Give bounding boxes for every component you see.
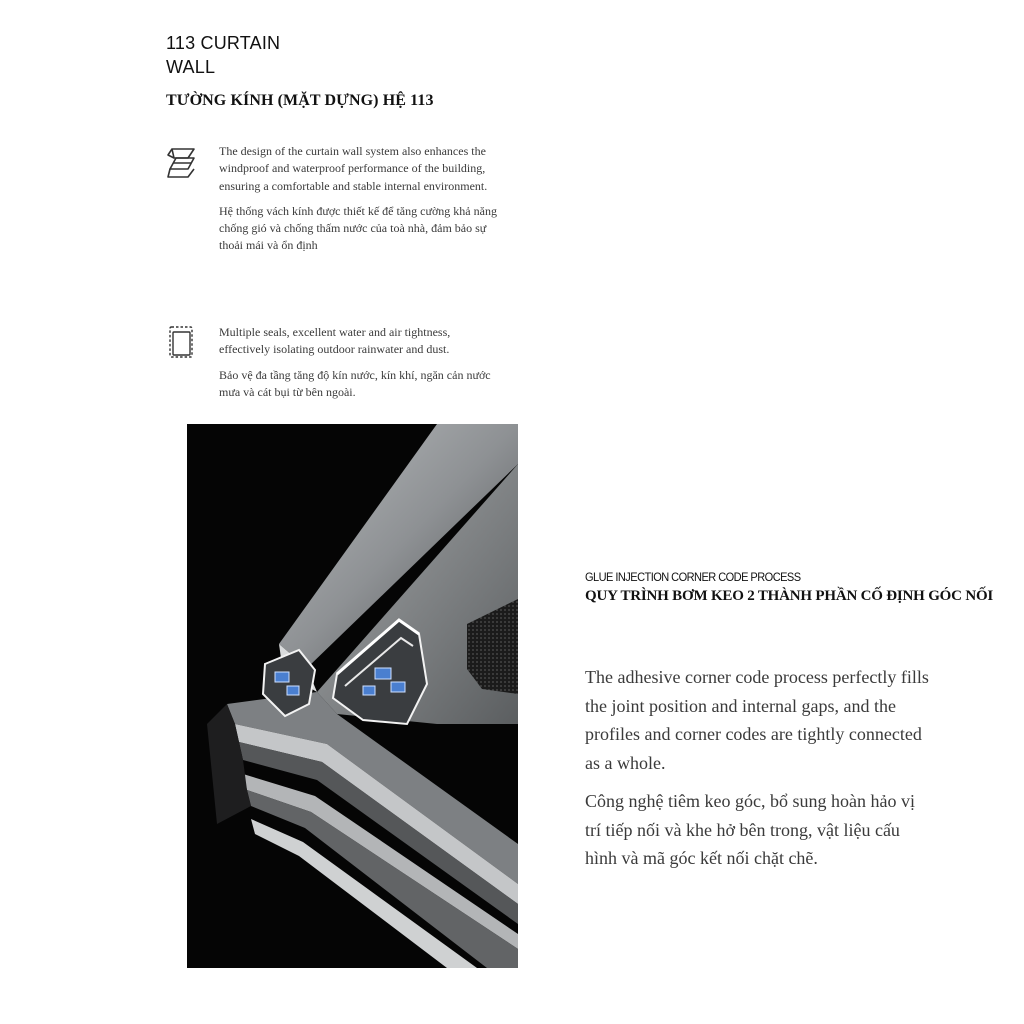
seal-frame-icon — [164, 324, 200, 360]
wind-shield-icon — [164, 143, 200, 179]
process-body — [585, 663, 930, 873]
glue-injection-section — [585, 570, 1005, 883]
process-heading-vi: QUY TRÌNH BƠM KEO 2 THÀNH PHẦN CỐ ĐỊNH GÓC NỐI — [585, 588, 994, 604]
feature-seals-vi: Bảo vệ đa tầng tăng độ kín nước, kín khí, ngăn cản nước mưa và cát bụi từ bên ngoài. — [219, 367, 491, 399]
title-en-line1: 113 CURTAIN — [166, 33, 281, 53]
feature-windproof-en: The design of the curtain wall system also enhances the windproof and waterproof performance of the building, ensuring a comfortable and stable internal environment. — [219, 144, 488, 193]
feature-windproof-vi: Hệ thống vách kính được thiết kế để tăng cường khả năng chống gió và chống thấm nước của toà nhà, đảm bảo sự thoải mái và ổn định — [219, 203, 497, 253]
title-en-line2: WALL — [166, 57, 216, 77]
page-title-vi: TƯỜNG KÍNH (MẶT DỰNG) HỆ 113 — [166, 92, 434, 109]
process-heading-en: GLUE INJECTION CORNER CODE PROCESS — [585, 570, 801, 584]
process-body-vi: Công nghệ tiêm keo góc, bổ sung hoàn hảo vị trí tiếp nối và khe hở bên trong, vật liệu cấu hình và mã góc kết nối chặt chẽ. — [585, 791, 915, 868]
feature-windproof-text — [219, 143, 504, 263]
page-title-en — [166, 31, 280, 79]
process-body-en: The adhesive corner code process perfectly fills the joint position and internal gaps, and the profiles and corner codes are tightly connected as a whole. — [585, 667, 929, 773]
aluminum-profile-corner-joint-photo — [187, 424, 518, 968]
feature-seals-en: Multiple seals, excellent water and air tightness, effectively isolating outdoor rainwater and dust. — [219, 325, 451, 357]
feature-seals-text — [219, 324, 504, 409]
